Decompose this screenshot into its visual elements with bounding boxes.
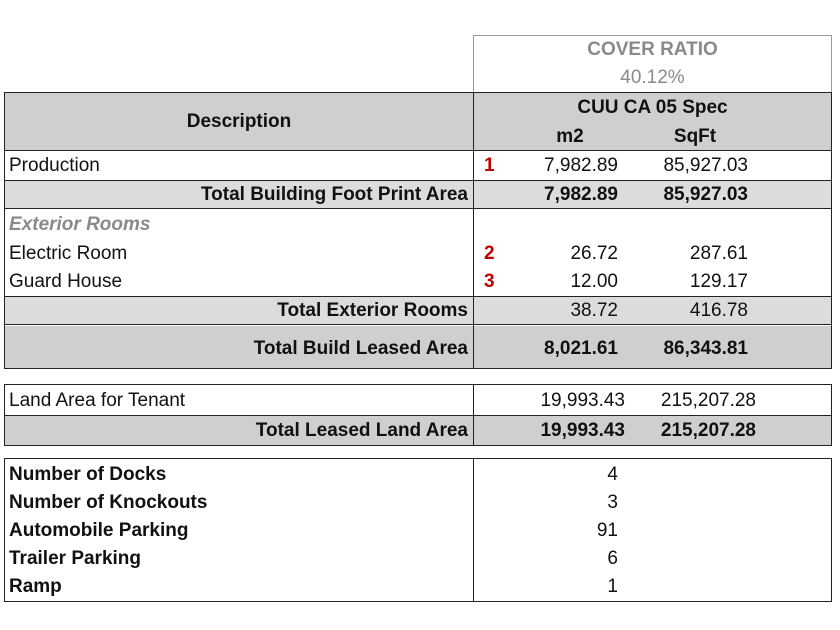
facility-label: Automobile Parking	[9, 520, 189, 541]
facility-value: 6	[607, 548, 618, 569]
total-leased-m2: 8,021.61	[544, 338, 618, 359]
total-land-m2: 19,993.43	[540, 420, 625, 441]
total-exterior-label: Total Exterior Rooms	[277, 300, 468, 321]
facilities-table-divider	[473, 459, 474, 601]
spec-header: CUU CA 05 Spec	[577, 97, 728, 118]
guard-house-sqft: 129.17	[689, 271, 748, 292]
facility-value: 3	[607, 492, 618, 513]
guard-house-m2: 12.00	[570, 271, 618, 292]
guard-house-ref: 3	[484, 271, 495, 292]
facility-label: Ramp	[9, 576, 62, 597]
production-ref: 1	[484, 155, 495, 176]
production-label: Production	[9, 155, 100, 176]
cover-ratio-value: 40.12%	[620, 67, 685, 88]
facility-value: 4	[607, 464, 618, 485]
land-table-divider	[473, 385, 474, 445]
header-divider	[4, 150, 832, 151]
land-tenant-sqft: 215,207.28	[660, 390, 756, 411]
facility-label: Trailer Parking	[9, 548, 142, 569]
guard-house-label: Guard House	[9, 271, 123, 292]
total-land-label: Total Leased Land Area	[255, 420, 468, 441]
electric-room-ref: 2	[484, 243, 495, 264]
facility-label: Number of Docks	[9, 464, 167, 485]
total-leased-label: Total Build Leased Area	[253, 338, 468, 359]
production-sqft: 85,927.03	[663, 155, 748, 176]
exterior-rooms-heading: Exterior Rooms	[9, 214, 151, 235]
total-leased-sqft: 86,343.81	[663, 338, 748, 359]
total-footprint-sqft: 85,927.03	[663, 184, 748, 205]
electric-room-m2: 26.72	[570, 243, 618, 264]
m2-header: m2	[556, 126, 584, 147]
land-tenant-label: Land Area for Tenant	[9, 390, 186, 411]
total-land-sqft: 215,207.28	[660, 420, 756, 441]
production-m2: 7,982.89	[544, 155, 618, 176]
sqft-header: SqFt	[673, 126, 717, 147]
main-table-divider	[473, 93, 474, 369]
total-footprint-m2: 7,982.89	[544, 184, 618, 205]
facility-value: 91	[596, 520, 618, 541]
electric-room-label: Electric Room	[9, 243, 128, 264]
description-header: Description	[186, 111, 292, 132]
cover-ratio-label: COVER RATIO	[587, 39, 718, 60]
total-exterior-m2: 38.72	[570, 300, 618, 321]
facility-label: Number of Knockouts	[9, 492, 208, 513]
facility-value: 1	[607, 576, 618, 597]
total-footprint-label: Total Building Foot Print Area	[200, 184, 468, 205]
land-tenant-m2: 19,993.43	[540, 390, 625, 411]
total-exterior-sqft: 416.78	[689, 300, 748, 321]
electric-room-sqft: 287.61	[689, 243, 748, 264]
